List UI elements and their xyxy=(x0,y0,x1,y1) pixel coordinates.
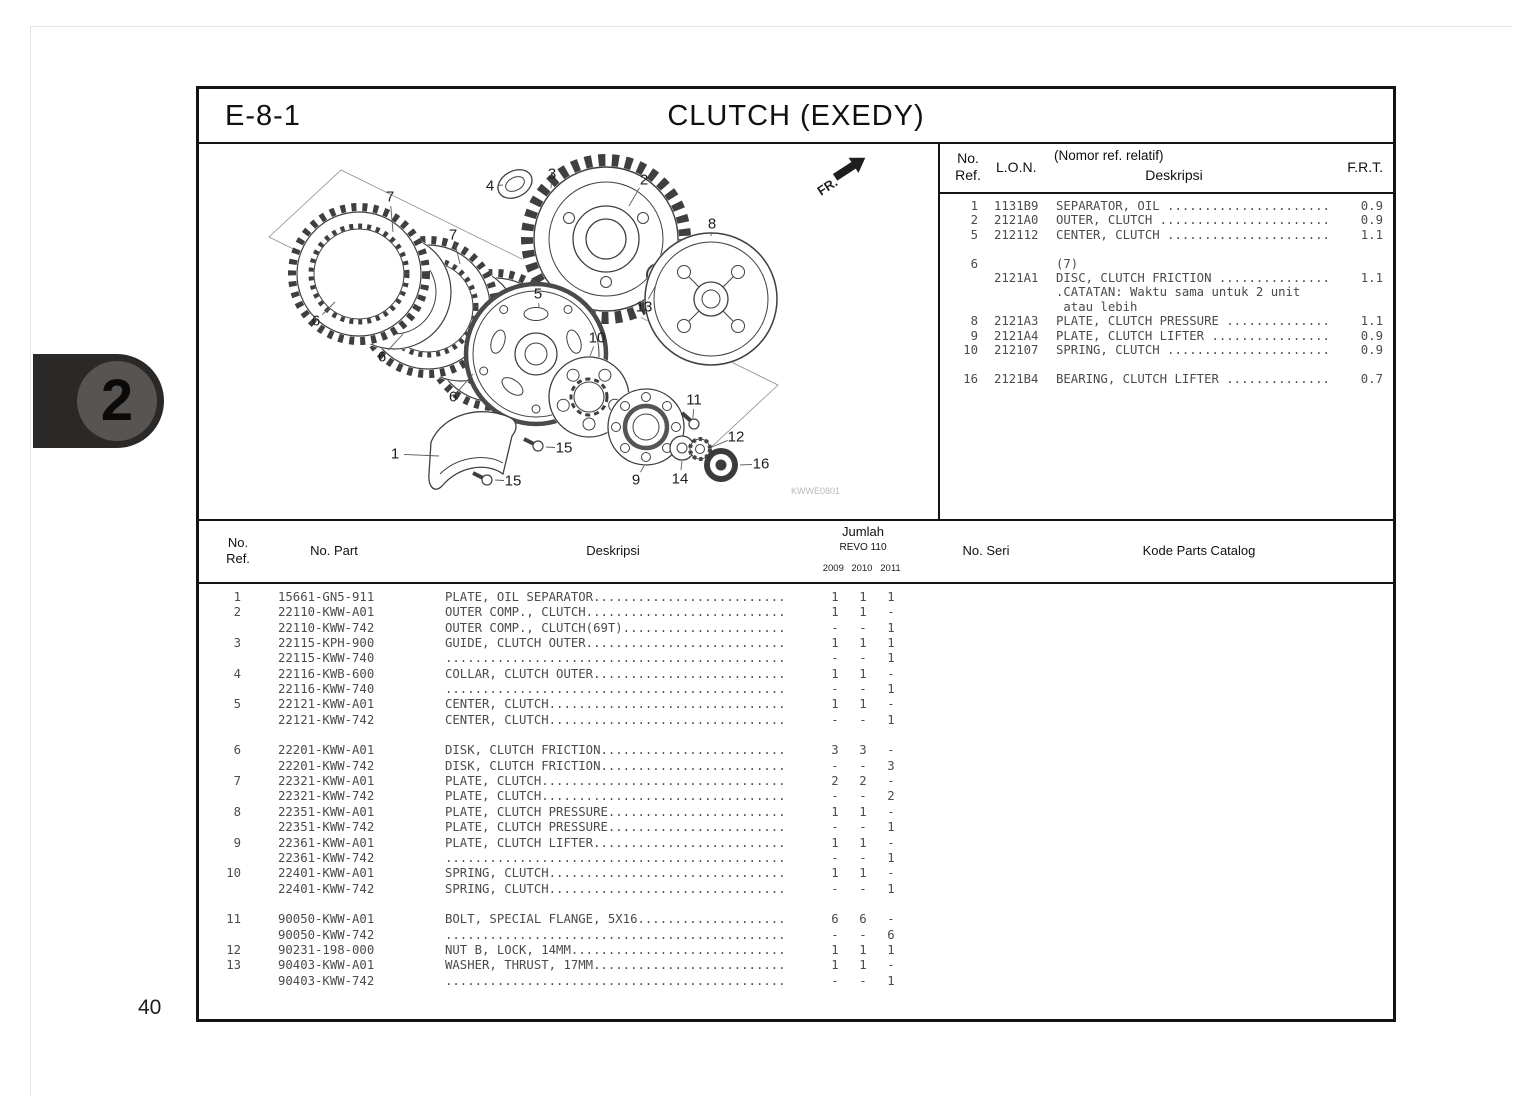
parts-table-row: 22110-KWW-742 OUTER COMP., CLUTCH(69T)...................... - - 1 xyxy=(278,620,895,635)
parts-table-row: 5 22121-KWW-A01 CENTER, CLUTCH................................ 1 1 - xyxy=(233,697,895,712)
callout-leader-line xyxy=(546,447,555,448)
parts-table-row: 2 22110-KWW-A01 OUTER COMP., CLUTCH........................... 1 1 - xyxy=(233,605,895,620)
diagram-callout-number: 13 xyxy=(635,298,653,316)
year-label: 2010 xyxy=(851,563,873,574)
ref-table-row: .CATATAN: Waktu sama untuk 2 unit xyxy=(1056,285,1301,300)
parts-col-jumlah: Jumlah xyxy=(842,524,884,539)
part-15-screw xyxy=(473,473,492,485)
diagram-callout-number: 2 xyxy=(639,171,649,189)
page-scan-top-line xyxy=(30,26,1512,27)
callout-leader-line xyxy=(495,480,504,481)
parts-table-row: 90050-KWW-742 .............................................. - - 6 xyxy=(278,927,895,942)
diagram-callout-number: 5 xyxy=(533,285,543,303)
parts-table-row xyxy=(199,728,1393,743)
diagram-callout-number: 8 xyxy=(707,215,717,233)
ref-table xyxy=(938,144,1393,519)
parts-col-deskripsi: Deskripsi xyxy=(586,543,640,558)
parts-table-row: 8 22351-KWW-A01 PLATE, CLUTCH PRESSURE........................ 1 1 - xyxy=(233,804,895,819)
ref-table-row: 1 1131B9 SEPARATOR, OIL ...................... 0.9 xyxy=(970,199,1383,213)
diagram-callout-number: 6 xyxy=(448,388,458,406)
diagram-callout-number: 16 xyxy=(752,455,770,473)
diagram-callout-number: 7 xyxy=(448,226,458,244)
callout-leader-line xyxy=(740,464,752,465)
parts-table-row: 22116-KWW-740 .............................................. - - 1 xyxy=(278,682,895,697)
ref-col-deskripsi: Deskripsi xyxy=(1145,167,1203,183)
ref-table-row: 2121A1 DISC, CLUTCH FRICTION ............... 1.1 xyxy=(994,270,1383,285)
section-tab-number: 2 xyxy=(100,368,134,433)
diagram-callout-number: 15 xyxy=(504,472,522,490)
page-number: 40 xyxy=(138,996,162,1019)
part-6-friction-disk xyxy=(288,203,430,345)
section-code: E-8-1 xyxy=(225,100,301,132)
part-4-seal xyxy=(493,164,537,204)
ref-col-nomor: (Nomor ref. relatif) xyxy=(1054,148,1164,163)
parts-col-noseri: No. Seri xyxy=(962,543,1010,558)
parts-col-years xyxy=(819,563,905,574)
parts-table-row: 9 22361-KWW-A01 PLATE, CLUTCH LIFTER.......................... 1 1 - xyxy=(233,835,895,850)
part-16-bearing xyxy=(704,448,738,482)
parts-col-noref: No. Ref. xyxy=(226,535,250,566)
diagram-callout-number: 14 xyxy=(671,470,689,488)
parts-table-row: 3 22115-KPH-900 GUIDE, CLUTCH OUTER........................... 1 1 1 xyxy=(233,636,895,651)
parts-table-row: 1 15661-GN5-911 PLATE, OIL SEPARATOR.......................... 1 1 1 xyxy=(233,590,895,604)
diagram-svg xyxy=(199,144,938,519)
parts-table-row xyxy=(199,897,1393,912)
fr-direction-arrow xyxy=(812,150,872,198)
part-1-oil-separator xyxy=(429,412,516,490)
catalog-page-frame xyxy=(196,86,1396,1022)
parts-col-kode: Kode Parts Catalog xyxy=(1142,543,1256,558)
parts-table-row: 22121-KWW-742 CENTER, CLUTCH................................ - - 1 xyxy=(278,712,895,727)
upper-section xyxy=(199,144,1393,521)
parts-table-rows xyxy=(199,584,1393,989)
ref-table-rows xyxy=(940,194,1393,386)
parts-table-row: 7 22321-KWW-A01 PLATE, CLUTCH................................. 2 2 - xyxy=(233,774,895,789)
ref-table-row: 6 (7) xyxy=(970,256,1079,271)
exploded-diagram xyxy=(199,144,938,519)
callout-leader-line xyxy=(681,461,682,470)
part-8-pressure-plate xyxy=(644,232,778,366)
diagram-callout-number: 6 xyxy=(311,312,321,330)
parts-table-row: 22361-KWW-742 .............................................. - - 1 xyxy=(278,850,895,865)
page-title: CLUTCH (EXEDY) xyxy=(667,100,925,132)
parts-col-model: REVO 110 xyxy=(839,542,887,553)
ref-table-row: 10 212107 SPRING, CLUTCH ...................... 0.9 xyxy=(963,342,1383,357)
parts-table-row: 6 22201-KWW-A01 DISK, CLUTCH FRICTION......................... 3 3 - xyxy=(233,743,895,758)
parts-table-row: 13 90403-KWW-A01 WASHER, THRUST, 17MM.......................... 1 1 - xyxy=(226,958,895,973)
parts-table-row: 22201-KWW-742 DISK, CLUTCH FRICTION......................... - - 3 xyxy=(278,758,895,773)
section-tab xyxy=(33,354,164,448)
ref-col-noref: No. Ref. xyxy=(955,150,981,183)
diagram-callout-number: 3 xyxy=(547,165,557,183)
year-label: 2009 xyxy=(822,563,844,574)
parts-table-row: 90403-KWW-742 .............................................. - - 1 xyxy=(278,973,895,988)
diagram-callout-number: 12 xyxy=(727,428,745,446)
diagram-callout-number: 6 xyxy=(377,348,387,366)
fr-arrow-icon xyxy=(830,150,870,185)
ref-table-row: 8 2121A3 PLATE, CLUTCH PRESSURE .............. 1.1 xyxy=(970,314,1383,329)
diagram-callout-number: 11 xyxy=(686,391,702,409)
page-scan-left-line xyxy=(30,26,31,1096)
ref-table-header xyxy=(940,144,1393,194)
parts-table-row: 12 90231-198-000 NUT B, LOCK, 14MM............................. 1 1 1 xyxy=(226,942,895,957)
ref-table-row: 5 212112 CENTER, CLUTCH ...................... 1.1 xyxy=(970,227,1383,242)
parts-table-row: 22351-KWW-742 PLATE, CLUTCH PRESSURE........................ - - 1 xyxy=(278,820,895,835)
diagram-callout-number: 15 xyxy=(555,439,573,457)
part-15-screw xyxy=(524,439,543,451)
ref-table-row: 2 2121A0 OUTER, CLUTCH ....................... 0.9 xyxy=(970,213,1383,228)
year-label: 2011 xyxy=(880,563,901,574)
ref-table-row xyxy=(940,242,1393,256)
diagram-callout-number: 10 xyxy=(588,329,606,347)
diagram-watermark: KWWE0801 xyxy=(791,486,841,496)
diagram-callout-number: 9 xyxy=(631,471,641,489)
parts-table-row: 22401-KWW-742 SPRING, CLUTCH................................ - - 1 xyxy=(278,881,895,896)
parts-table-row: 4 22116-KWB-600 COLLAR, CLUTCH OUTER.......................... 1 1 - xyxy=(233,666,895,681)
diagram-callout-number: 1 xyxy=(390,445,400,463)
parts-table-row: 22115-KWW-740 .............................................. - - 1 xyxy=(278,651,895,666)
ref-col-lon: L.O.N. xyxy=(996,159,1037,175)
diagram-callout-number: 4 xyxy=(485,177,495,195)
ref-col-frt: F.R.T. xyxy=(1347,159,1383,175)
page-header xyxy=(199,89,1393,144)
callout-leader-line xyxy=(693,409,694,418)
ref-table-row xyxy=(940,357,1393,371)
fr-label: FR. xyxy=(814,174,841,199)
parts-table-row: 10 22401-KWW-A01 SPRING, CLUTCH................................ 1 1 - xyxy=(226,866,895,881)
diagram-callout-number: 7 xyxy=(385,188,395,206)
parts-table-header xyxy=(199,521,1393,584)
ref-table-row: 16 2121B4 BEARING, CLUTCH LIFTER .............. 0.7 xyxy=(963,371,1383,386)
section-tab-circle xyxy=(77,361,157,441)
ref-table-row: atau lebih xyxy=(1056,299,1138,314)
callout-leader-line xyxy=(640,466,644,472)
parts-table-row: 11 90050-KWW-A01 BOLT, SPECIAL FLANGE, 5X16.................... 6 6 - xyxy=(226,912,895,927)
ref-table-row: 9 2121A4 PLATE, CLUTCH LIFTER ................ 0.9 xyxy=(970,328,1383,343)
parts-col-nopart: No. Part xyxy=(310,543,358,558)
parts-table-row: 22321-KWW-742 PLATE, CLUTCH................................. - - 2 xyxy=(278,789,895,804)
